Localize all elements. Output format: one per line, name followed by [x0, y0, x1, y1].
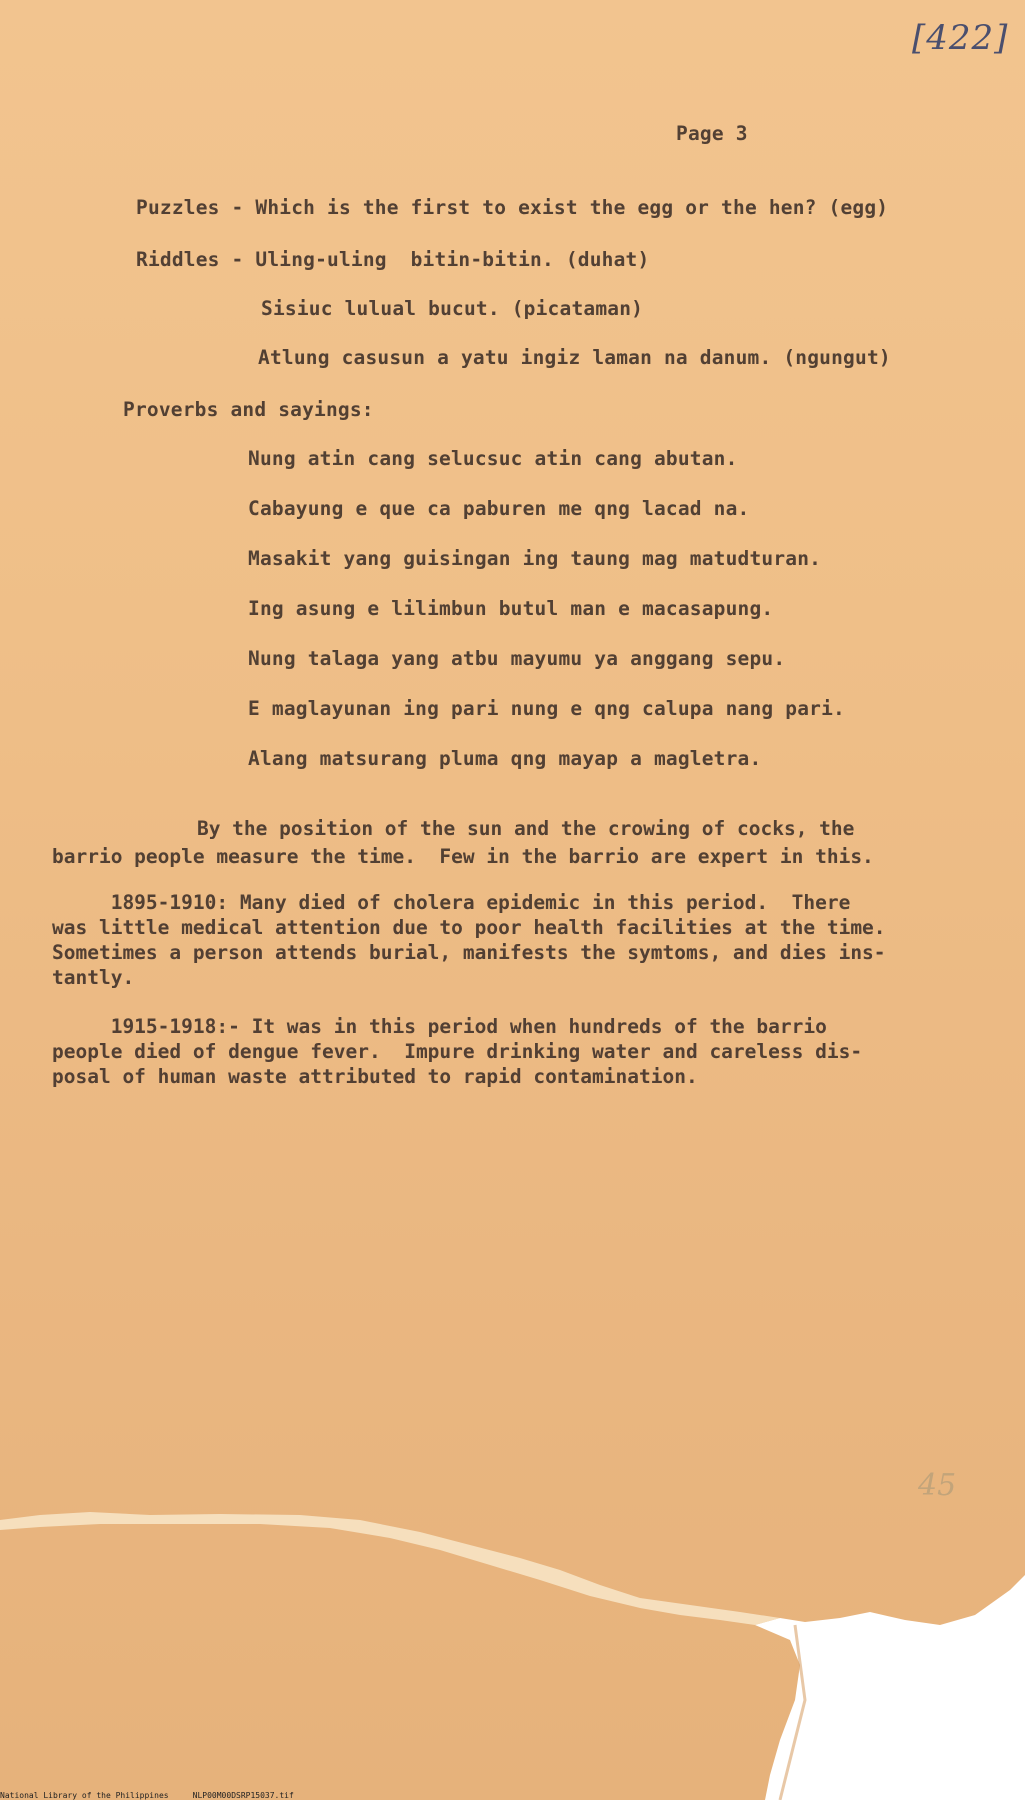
proverb-line-7: Alang matsurang pluma qng mayap a magletra. [248, 747, 762, 770]
proverb-line-4: Ing asung e lilimbun butul man e macasapung. [248, 597, 774, 620]
proverb-line-3: Masakit yang guisingan ing taung mag matudturan. [248, 547, 822, 570]
proverb-line-2: Cabayung e que ca paburen me qng lacad na. [248, 497, 750, 520]
paragraph-line: 1915-1918:- It was in this period when hundreds of the barrio [52, 1015, 827, 1038]
archive-footer: National Library of the Philippines NLP00M00DSRP15037.tif [0, 1791, 294, 1800]
proverb-line-6: E maglayunan ing pari nung e qng calupa nang pari. [248, 697, 845, 720]
paragraph-line: By the position of the sun and the crowing of cocks, the [150, 817, 855, 840]
riddle-line-3: Atlung casusun a yatu ingiz laman na danum. (ngungut) [258, 346, 891, 369]
page-label: Page 3 [676, 122, 748, 145]
paragraph-line: people died of dengue fever. Impure drinking water and careless dis- [52, 1040, 863, 1063]
riddle-line-2: Sisiuc lulual bucut. (picataman) [261, 297, 644, 320]
proverbs-heading: Proverbs and sayings: [123, 398, 374, 421]
paragraph-line: Sometimes a person attends burial, manifests the symtoms, and dies ins- [52, 941, 886, 964]
proverb-line-1: Nung atin cang selucsuc atin cang abutan. [248, 447, 738, 470]
paragraph-line: 1895-1910: Many died of cholera epidemic in this period. There [52, 891, 851, 914]
paragraph-line: was little medical attention due to poor health facilities at the time. [52, 916, 886, 939]
archive-page-number: [422] [912, 18, 1009, 58]
paragraph-line: barrio people measure the time. Few in the barrio are expert in this. [52, 845, 874, 868]
handwritten-page-number: 45 [918, 1468, 957, 1503]
riddle-line-1: Riddles - Uling-uling bitin-bitin. (duhat) [136, 248, 650, 271]
paragraph-line: tantly. [52, 966, 135, 989]
paragraph-line: posal of human waste attributed to rapid contamination. [52, 1065, 698, 1088]
proverb-line-5: Nung talaga yang atbu mayumu ya anggang sepu. [248, 647, 786, 670]
puzzles-line: Puzzles - Which is the first to exist the egg or the hen? (egg) [136, 196, 889, 219]
